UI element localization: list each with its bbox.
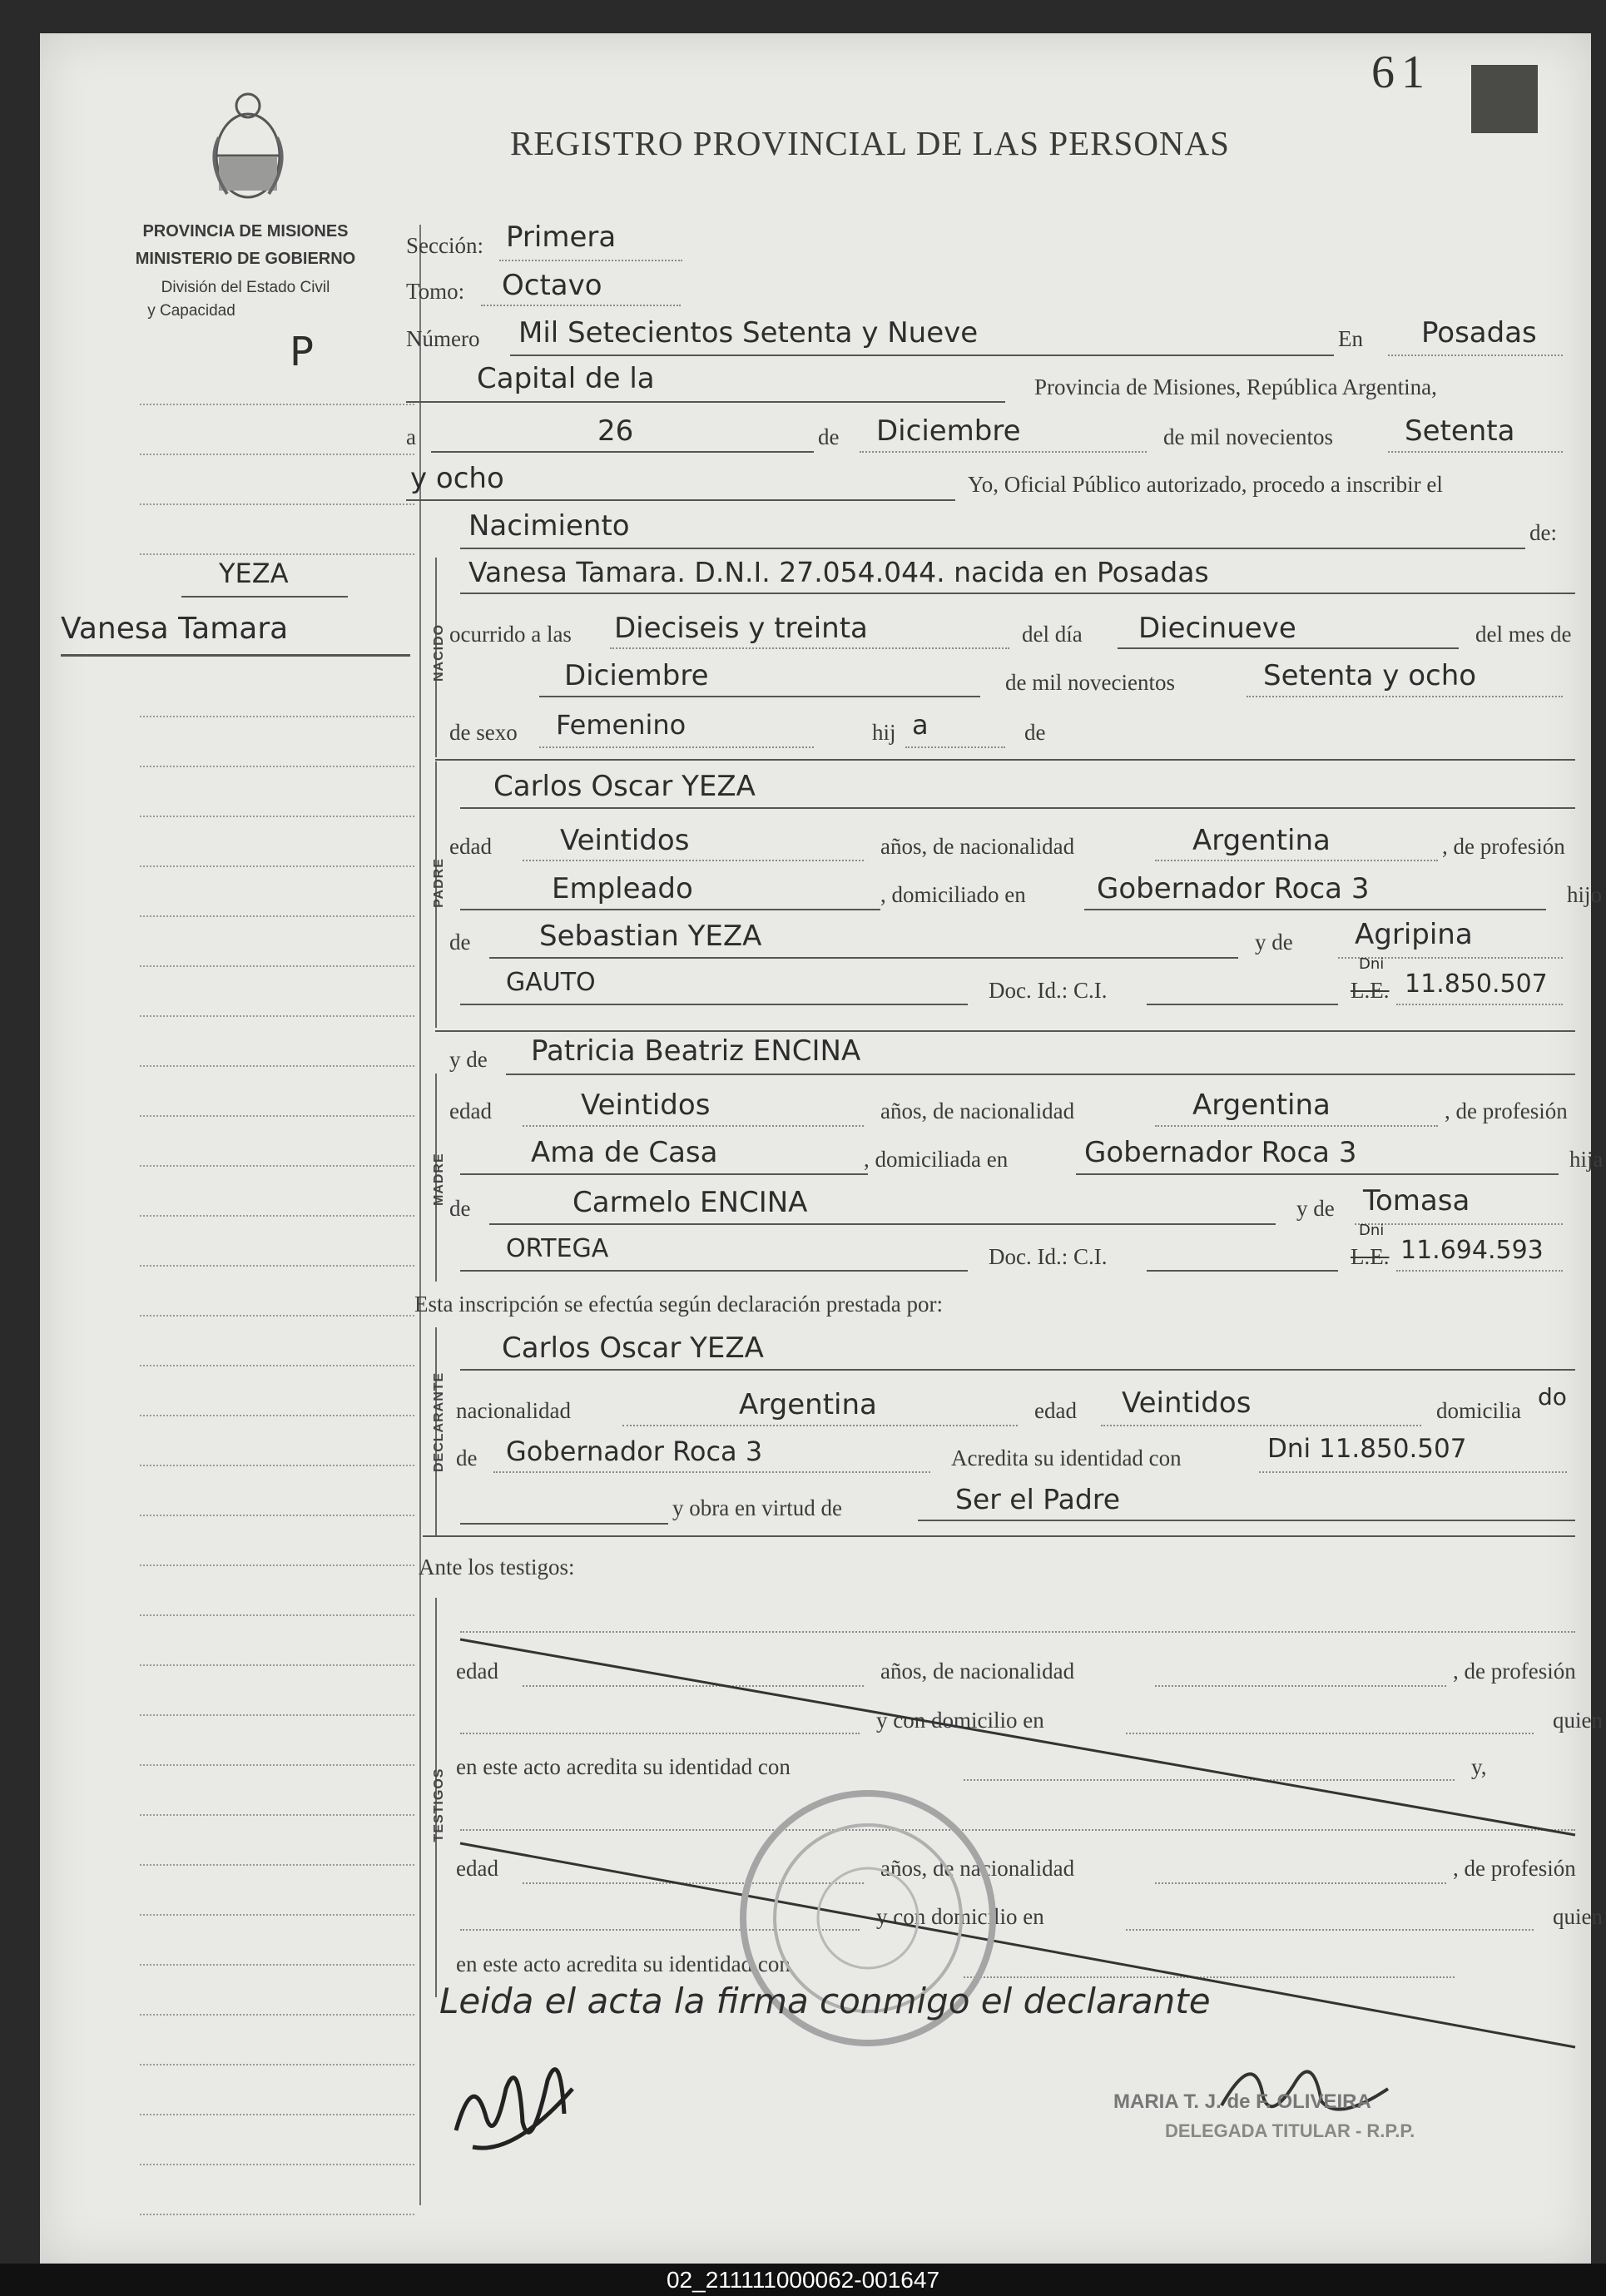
hora-value: Dieciseis y treinta [614, 612, 868, 645]
testigo-1-y-label: y, [1471, 1754, 1487, 1779]
acto-de-label: de: [1529, 520, 1557, 545]
image-caption: 02_211111000062-001647 [666, 2267, 940, 2293]
acto-value: Nacimiento [468, 509, 630, 543]
margin-surname: YEZA [219, 558, 289, 589]
padre-padre-value: Sebastian YEZA [539, 920, 762, 953]
declarante-nac-label: nacionalidad [456, 1398, 571, 1423]
testigo-2-dom-label: y con domicilio en [876, 1904, 1044, 1929]
madre-nombre-value: Patricia Beatriz ENCINA [531, 1034, 861, 1068]
nombre-nacido-value: Vanesa Tamara. D.N.I. 27.054.044. nacida en Posadas [468, 556, 1209, 588]
madre-edad-value: Veintidos [581, 1088, 711, 1122]
fecha-de-label: de [818, 424, 840, 449]
padre-madre-apellido-value: GAUTO [506, 968, 596, 997]
padre-profesion-value: Empleado [552, 872, 693, 905]
lugar-2-value: Capital de la [477, 362, 655, 395]
lugar-value: Posadas [1421, 316, 1537, 350]
madre-hija-label: hija [1569, 1147, 1604, 1172]
hij-label: hij [872, 720, 896, 745]
fecha-anio-1-value: Setenta [1405, 414, 1515, 448]
hij-suffix: a [912, 709, 929, 741]
declarante-doc-value: Dni 11.850.507 [1267, 1434, 1467, 1464]
fecha-mes-value: Diciembre [876, 414, 1021, 448]
testigo-2-nac-label: años, de nacionalidad [880, 1856, 1075, 1881]
tomo-label: Tomo: [406, 279, 465, 304]
declarante-edad-value: Veintidos [1122, 1386, 1252, 1420]
madre-nac-label: años, de nacionalidad [880, 1098, 1075, 1123]
testigo-2-acredita-label: en este acto acredita su identidad con [456, 1951, 791, 1976]
declarant-signature-icon [439, 2039, 606, 2164]
madre-domicilio-value: Gobernador Roca 3 [1084, 1136, 1357, 1169]
padre-domicilio-value: Gobernador Roca 3 [1097, 872, 1370, 905]
declarante-nombre-value: Carlos Oscar YEZA [502, 1331, 764, 1365]
madre-nacionalidad-value: Argentina [1192, 1088, 1331, 1122]
declarante-virtud-label: y obra en virtud de [672, 1495, 842, 1520]
declarante-edad-label: edad [1034, 1398, 1077, 1423]
fecha-dia-value: 26 [597, 414, 634, 448]
padre-nac-label: años, de nacionalidad [880, 834, 1075, 859]
anio-nacimiento-value: Setenta y ocho [1263, 659, 1477, 692]
padre-doc-label: Doc. Id.: C.I. [989, 978, 1108, 1003]
seccion-label: Sección: [406, 233, 483, 258]
padre-de-label: de [449, 930, 471, 955]
declarante-section-label: DECLARANTE [432, 1371, 446, 1472]
division-line-1: División del Estado Civil [161, 279, 330, 296]
tomo-value: Octavo [502, 269, 602, 302]
testigo-1-prof-label: , de profesión [1453, 1659, 1576, 1684]
numero-value: Mil Setecientos Setenta y Nueve [518, 316, 979, 350]
padre-yde-label: y de [1255, 930, 1293, 955]
madre-doc-label: Doc. Id.: C.I. [989, 1244, 1108, 1269]
declarante-domicilia-suffix: do [1538, 1383, 1567, 1411]
madre-edad-label: edad [449, 1098, 492, 1123]
testigos-label: Ante los testigos: [419, 1555, 575, 1579]
declarante-domicilio-value: Gobernador Roca 3 [506, 1436, 763, 1467]
hij-de-label: de [1024, 720, 1046, 745]
madre-madre-value: Tomasa [1363, 1184, 1470, 1217]
dia-nacimiento-value: Diecinueve [1138, 612, 1296, 645]
fecha-anio-label: de mil novecientos [1163, 424, 1333, 449]
declarante-virtud-value: Ser el Padre [955, 1483, 1120, 1515]
madre-section-label: MADRE [432, 1153, 446, 1206]
numero-label: Número [406, 326, 480, 351]
madre-doc-value: 11.694.593 [1400, 1236, 1544, 1265]
padre-le-label: L.E. [1351, 978, 1390, 1003]
padre-edad-value: Veintidos [560, 824, 690, 857]
yo-oficial-label: Yo, Oficial Público autorizado, procedo a inscribir el [968, 472, 1443, 497]
testigo-1-dom-label: y con domicilio en [876, 1708, 1044, 1733]
padre-section-label: PADRE [432, 858, 446, 908]
esta-inscripcion-label: Esta inscripción se efectúa según declaración prestada por: [414, 1292, 943, 1317]
madre-yde-label: y de [449, 1047, 488, 1072]
testigo-2-edad-label: edad [456, 1856, 498, 1881]
declarante-acredita-label: Acredita su identidad con [951, 1446, 1182, 1470]
testigo-2-prof-label: , de profesión [1453, 1856, 1576, 1881]
officer-signature-icon [1205, 2031, 1405, 2130]
madre-madre-apellido-value: ORTEGA [506, 1234, 609, 1263]
nacido-section-label: NACIDO [432, 623, 446, 682]
madre-prof-label: , de profesión [1445, 1098, 1568, 1123]
provincia-label: Provincia de Misiones, República Argentina, [1034, 374, 1437, 399]
testigo-1-edad-label: edad [456, 1659, 498, 1684]
del-dia-label: del día [1022, 622, 1083, 647]
ocurrido-label: ocurrido a las [449, 622, 572, 647]
declarante-domicilia-label: domicilia [1436, 1398, 1521, 1423]
madre-doc-type: Dni [1359, 1222, 1385, 1239]
madre-dom-label: , domiciliada en [864, 1147, 1009, 1172]
closing-statement: Leida el acta la firma conmigo el declarante [439, 1981, 1211, 2021]
seccion-value: Primera [506, 221, 617, 254]
registry-page [40, 33, 1604, 2264]
mes-nacimiento-value: Diciembre [564, 659, 709, 692]
image-caption-bar [0, 2264, 1606, 2296]
sexo-value: Femenino [556, 709, 687, 741]
officer-stamp-name: MARIA T. J. de F. OLIVEIRA [1113, 2090, 1371, 2113]
madre-le-label: L.E. [1351, 1244, 1390, 1269]
padre-madre-value: Agripina [1355, 918, 1473, 951]
province-name: PROVINCIA DE MISIONES [142, 222, 349, 241]
testigo-1-nac-label: años, de nacionalidad [880, 1659, 1075, 1684]
padre-prof-label: , de profesión [1442, 834, 1565, 859]
testigos-section-label: TESTIGOS [432, 1768, 446, 1842]
officer-stamp-title: DELEGADA TITULAR - R.P.P. [1165, 2120, 1415, 2141]
padre-nombre-value: Carlos Oscar YEZA [493, 770, 756, 803]
madre-padre-value: Carmelo ENCINA [573, 1186, 808, 1219]
folio-number: 61 [1371, 47, 1431, 98]
testigo-1-quien-label: quien [1553, 1708, 1603, 1733]
madre-profesion-value: Ama de Casa [531, 1136, 718, 1169]
padre-dom-label: , domiciliado en [880, 882, 1026, 907]
ministry-name: MINISTERIO DE GOBIERNO [135, 250, 356, 268]
en-label: En [1338, 326, 1363, 351]
fecha-a-label: a [406, 424, 416, 449]
sexo-label: de sexo [449, 720, 518, 745]
padre-edad-label: edad [449, 834, 492, 859]
padre-doc-value: 11.850.507 [1405, 969, 1548, 999]
margin-mark: P [290, 329, 314, 375]
madre-yde2-label: y de [1296, 1196, 1335, 1221]
declarante-nacionalidad-value: Argentina [739, 1388, 877, 1421]
testigo-1-acredita-label: en este acto acredita su identidad con [456, 1754, 791, 1779]
padre-nacionalidad-value: Argentina [1192, 824, 1331, 857]
del-mes-label: del mes de [1475, 622, 1572, 647]
fecha-anio-2-value: y ocho [410, 462, 504, 495]
testigo-2-quien-label: quien [1553, 1904, 1603, 1929]
padre-hijo-label: hijo [1567, 882, 1603, 907]
mes-nac-de-label: de mil novecientos [1005, 670, 1175, 695]
declarante-en-label: de [456, 1446, 478, 1470]
padre-doc-type: Dni [1359, 955, 1385, 973]
division-line-2: y Capacidad [147, 302, 235, 320]
madre-de-label: de [449, 1196, 471, 1221]
registry-title: REGISTRO PROVINCIAL DE LAS PERSONAS [510, 124, 1230, 162]
margin-given-names: Vanesa Tamara [61, 612, 289, 646]
